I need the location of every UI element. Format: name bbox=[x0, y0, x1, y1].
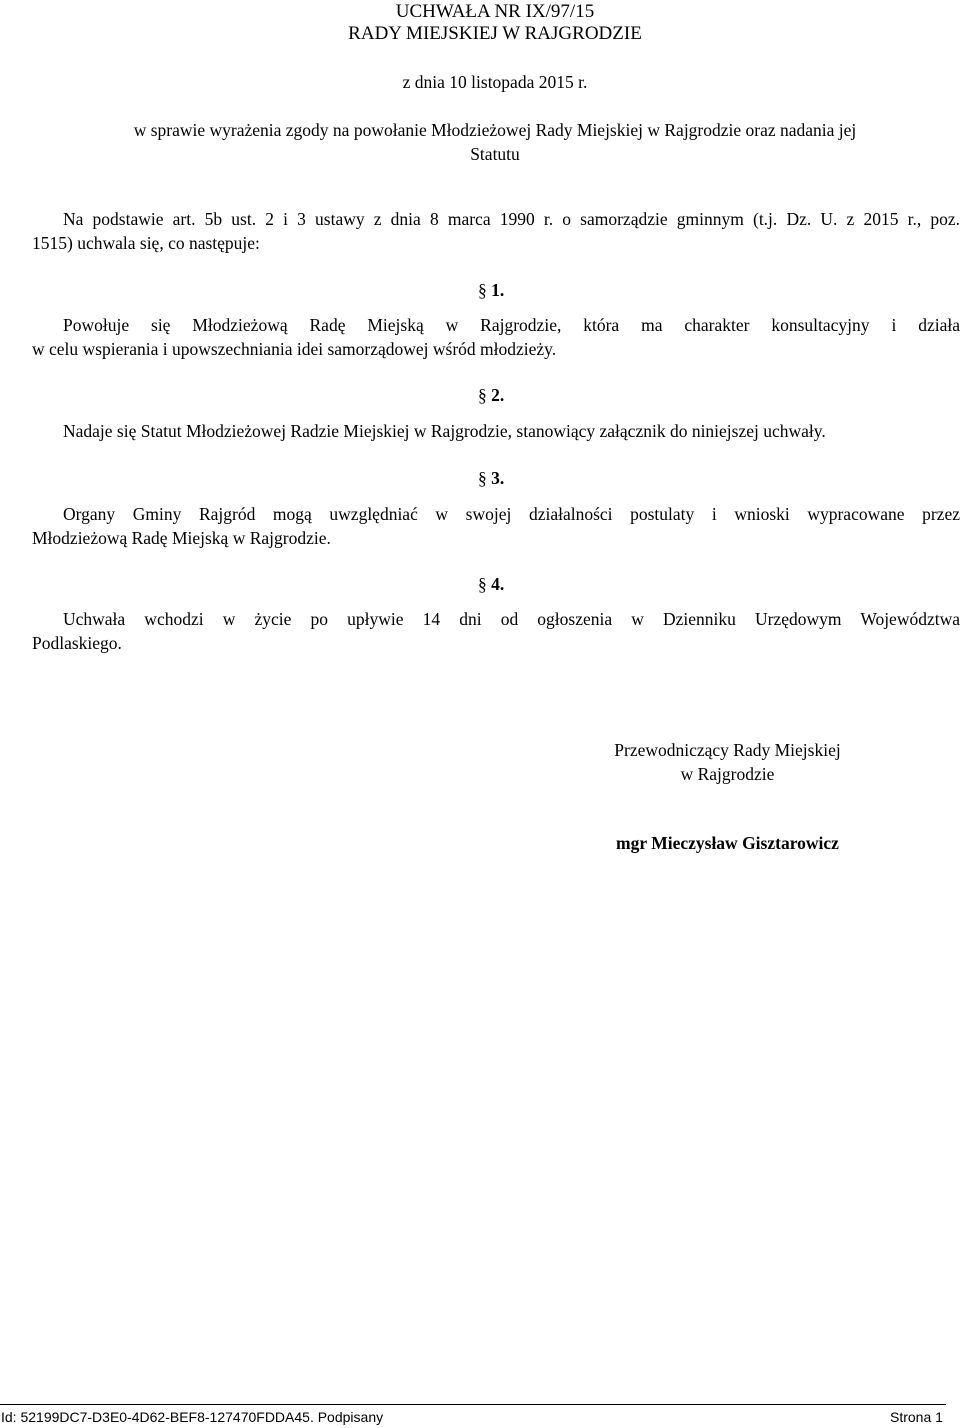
section-number: 3. bbox=[491, 468, 505, 488]
section-1-line-2: w celu wspierania i upowszechniania idei samorządowej wśród młodzieży. bbox=[32, 339, 557, 359]
subject-line-2: Statutu bbox=[470, 144, 520, 164]
section-3-line-1: Organy Gminy Rajgród mogą uwzględniać w swojej działalności postulaty i wnioski wypracowane przez bbox=[63, 504, 960, 524]
section-2-heading bbox=[478, 385, 504, 406]
section-symbol: § bbox=[478, 385, 487, 405]
section-4-text bbox=[32, 607, 960, 655]
section-symbol: § bbox=[478, 574, 487, 594]
section-4-line-2: Podlaskiego. bbox=[32, 633, 122, 653]
section-number: 1. bbox=[491, 280, 505, 300]
resolution-date: z dnia 10 listopada 2015 r. bbox=[402, 72, 588, 92]
page-number: Strona 1 bbox=[890, 1409, 943, 1425]
signatory-role-line-1: Przewodniczący Rady Miejskiej bbox=[614, 740, 841, 760]
section-1-heading bbox=[478, 280, 504, 301]
document-id: Id: 52199DC7-D3E0-4D62-BEF8-127470FDDA45. Podpisany bbox=[1, 1409, 384, 1425]
signatory-name: mgr Mieczysław Gisztarowicz bbox=[616, 833, 839, 853]
section-4-heading bbox=[478, 574, 504, 595]
subject-line-1: w sprawie wyrażenia zgody na powołanie Młodzieżowej Rady Miejskiej w Rajgrodzie oraz nadania jej bbox=[133, 120, 857, 140]
section-3-heading bbox=[478, 468, 504, 489]
resolution-title: UCHWAŁA NR IX/97/15 bbox=[395, 1, 595, 22]
preamble bbox=[32, 207, 960, 255]
preamble-line-1: Na podstawie art. 5b ust. 2 i 3 ustawy z dnia 8 marca 1990 r. o samorządzie gminnym (t.j. Dz. U. z 2015 r., poz. bbox=[63, 209, 960, 229]
section-3-line-2: Młodzieżową Radę Miejską w Rajgrodzie. bbox=[32, 528, 331, 548]
preamble-line-2: 1515) uchwala się, co następuje: bbox=[32, 233, 260, 253]
footer-divider bbox=[0, 1404, 946, 1405]
section-symbol: § bbox=[478, 468, 487, 488]
section-3-text bbox=[32, 502, 960, 550]
section-number: 2. bbox=[491, 385, 505, 405]
council-name: RADY MIEJSKIEJ W RAJGRODZIE bbox=[348, 23, 642, 44]
section-4-line-1: Uchwała wchodzi w życie po upływie 14 dni od ogłoszenia w Dzienniku Urzędowym Województwa bbox=[63, 609, 960, 629]
section-number: 4. bbox=[491, 574, 505, 594]
section-symbol: § bbox=[478, 280, 487, 300]
section-1-line-1: Powołuje się Młodzieżową Radę Miejską w Rajgrodzie, która ma charakter konsultacyjny i działa bbox=[63, 315, 960, 335]
section-2-text: Nadaje się Statut Młodzieżowej Radzie Miejskiej w Rajgrodzie, stanowiący załącznik do niniejszej uchwały. bbox=[63, 421, 826, 441]
section-1-text bbox=[32, 313, 960, 361]
signatory-role-line-2: w Rajgrodzie bbox=[680, 764, 775, 784]
